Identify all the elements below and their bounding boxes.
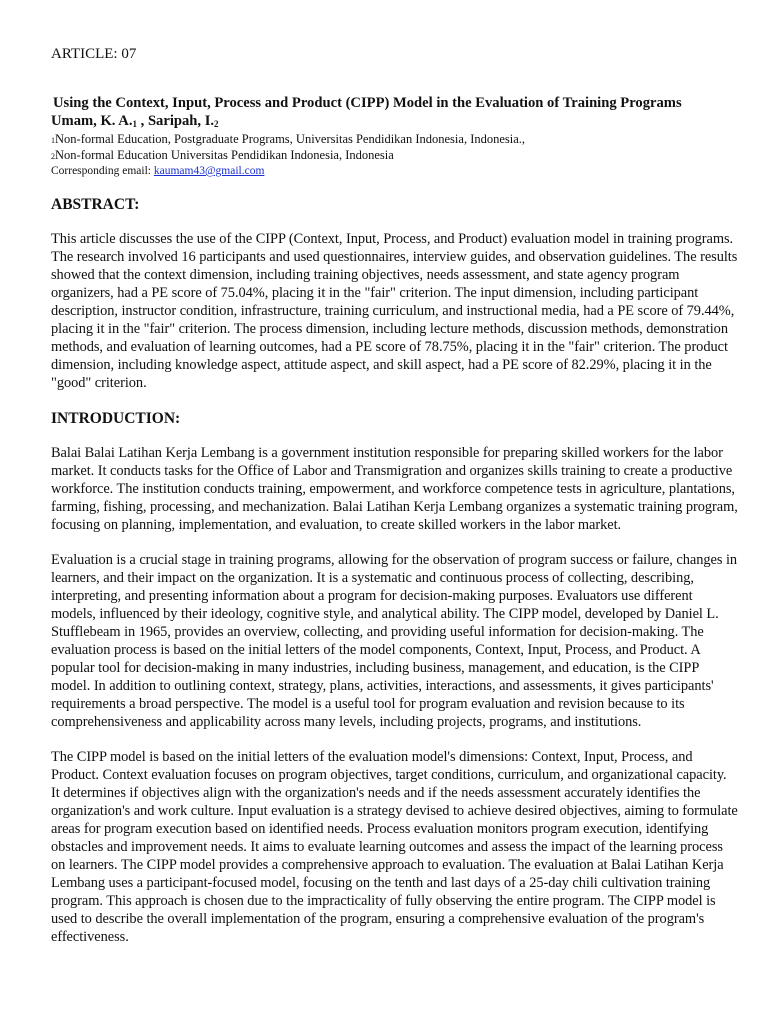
abstract-text: This article discusses the use of the CIPP (Context, Input, Process, and Product) evaluation model in training programs. The research involved 16 participants and used questionnaires, interview guides, and observation guidelines. The results showed that the context dimension, including training objectives, needs assessment, and state agency program organizers, had a PE score of 75.04%, placing it in the "fair" criterion. The input dimension, including participant description, instructor condition, infrastructure, training curriculum, and instructional media, had a PE score of 79.44%, placing it in the "fair" criterion. The process dimension, including lecture methods, discussion methods, demonstration methods, and evaluation of learning outcomes, had a PE score of 78.75%, placing it in the "fair" criterion. The product dimension, including knowledge aspect, attitude aspect, and skill aspect, had a PE score of 82.29%, placing it in the "good" criterion.: [51, 231, 738, 391]
affiliation-2-mark: 2: [51, 152, 55, 161]
affiliation-2: [51, 148, 738, 164]
author-1-mark: 1: [132, 119, 137, 129]
intro-paragraph-3: The CIPP model is based on the initial letters of the evaluation model's dimensions: Context, Input, Process, and Product. Context evaluation focuses on program objectives, target conditions, curriculum, and organizational capacity. It determines if objectives align with the organization's needs and if the needs assessment accurately identifies the organization's and work culture. Input evaluation is a strategy devised to achieve desired objectives, aiming to formulate areas for program execution based on identified needs. Process evaluation monitors program execution, identifying obstacles and improvement needs. It aims to evaluate learning outcomes and assess the impact of the learning process on learners. The CIPP model provides a comprehensive approach to evaluation. The evaluation at Balai Latihan Kerja Lembang uses a participant-focused model, focusing on the tenth and last days of a 25-day chili cultivation training program. This approach is chosen due to the impracticality of fully observing the entire program. The CIPP model is used to describe the overall implementation of the program, ensuring a comprehensive evaluation of the program's effectiveness.: [51, 749, 738, 945]
affiliation-1: [51, 132, 738, 148]
paper-title: Using the Context, Input, Process and Product (CIPP) Model in the Evaluation of Training Programs: [53, 95, 682, 111]
intro-paragraph-1: Balai Balai Latihan Kerja Lembang is a government institution responsible for preparing skilled workers for the labor market. It conducts tasks for the Office of Labor and Transmigration and organizes skills training to create a productive workforce. The institution conducts training, empowerment, and workforce competence tests in agriculture, plantations, farming, fishing, processing, and mechanization. Balai Latihan Kerja Lembang organizes a systematic training program, focusing on planning, implementation, and evaluation, to create skilled workers in the labor market.: [51, 445, 738, 533]
author-line: [51, 112, 738, 131]
corresponding-label: Corresponding email:: [51, 165, 154, 177]
author-1: Umam, K. A.: [51, 113, 133, 129]
email-link[interactable]: kaumam43@gmail.com: [153, 165, 265, 177]
article-label: ARTICLE: 07: [51, 46, 137, 62]
affiliation-2-text: Non-formal Education Universitas Pendidikan Indonesia, Indonesia: [55, 148, 394, 162]
intro-paragraph-2: Evaluation is a crucial stage in training programs, allowing for the observation of program success or failure, changes in learners, and their impact on the organization. It is a systematic and continuous process of collecting, describing, interpreting, and presenting information about a program for decision-making purposes. Evaluators use different models, influenced by their ideology, cognitive style, and analytical ability. The CIPP model, developed by Daniel L. Stufflebeam in 1965, provides an overview, collecting, and providing useful information for decision-making. The evaluation process is based on the initial letters of the model components, Context, Input, Process, and Product. A popular tool for decision-making in many industries, including business, management, and education, is the CIPP model. In addition to outlining context, strategy, plans, activities, interactions, and assessments, it gives participants' requirements a broad perspective. The model is a useful tool for program evaluation and revision because to its comprehensiveness and applicability across many levels, including projects, programs, and institutions.: [51, 552, 738, 730]
corresponding-email-line: [51, 164, 738, 178]
author-2: Saripah, I.: [147, 113, 215, 129]
author-separator: ,: [136, 113, 148, 129]
affiliation-1-mark: 1: [51, 136, 55, 145]
author-2-mark: 2: [214, 119, 219, 129]
abstract-heading: ABSTRACT:: [51, 196, 140, 213]
affiliation-1-text: Non-formal Education, Postgraduate Programs, Universitas Pendidikan Indonesia, Indonesia.,: [55, 132, 526, 146]
introduction-heading: INTRODUCTION:: [51, 410, 181, 427]
